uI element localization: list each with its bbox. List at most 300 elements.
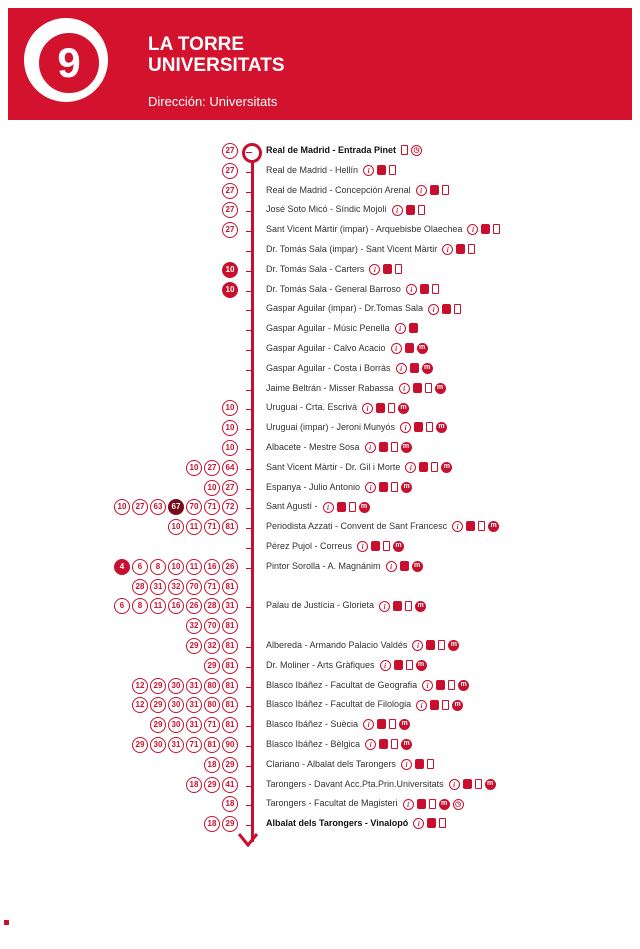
connecting-lines xyxy=(222,400,238,416)
info-icon[interactable]: i xyxy=(416,185,427,196)
bus-icon[interactable] xyxy=(379,442,388,452)
bus-icon[interactable] xyxy=(419,462,428,472)
line-badge[interactable]: 32 xyxy=(168,579,184,595)
metro-icon[interactable]: m xyxy=(458,680,469,691)
bin-icon[interactable] xyxy=(442,185,449,195)
stop-services xyxy=(399,383,446,394)
stop-row xyxy=(0,281,640,301)
line-badge[interactable]: 81 xyxy=(222,519,238,535)
line-badge[interactable]: 27 xyxy=(222,143,238,159)
info-icon[interactable]: i xyxy=(365,442,376,453)
stop-tick xyxy=(246,805,252,806)
line-badge[interactable]: 81 xyxy=(204,737,220,753)
bin-icon[interactable] xyxy=(432,284,439,294)
stop-name xyxy=(266,224,500,235)
bus-icon[interactable] xyxy=(415,759,424,769)
stop-name xyxy=(266,600,426,611)
stop-services xyxy=(401,759,434,770)
bus-icon[interactable] xyxy=(376,403,385,413)
stop-name-text: Pérez Pujol - Correus xyxy=(266,541,353,551)
info-icon[interactable]: i xyxy=(449,779,460,790)
stop-tick xyxy=(246,647,252,648)
bin-icon[interactable] xyxy=(401,145,408,155)
line-badge[interactable]: 6 xyxy=(114,598,130,614)
stop-services xyxy=(392,205,425,216)
stop-services xyxy=(403,799,464,810)
line-badge[interactable]: 11 xyxy=(186,519,202,535)
info-icon[interactable]: i xyxy=(323,502,334,513)
bin-icon[interactable] xyxy=(429,799,436,809)
stop-name xyxy=(266,521,499,532)
bus-icon[interactable] xyxy=(400,561,409,571)
line-badge[interactable]: 72 xyxy=(222,499,238,515)
metro-icon[interactable]: m xyxy=(401,739,412,750)
metro-icon[interactable]: m xyxy=(485,779,496,790)
stop-name-text: Espanya - Julio Antonio xyxy=(266,481,361,492)
bin-icon[interactable] xyxy=(425,383,432,393)
stop-services xyxy=(395,323,418,334)
bin-icon[interactable] xyxy=(468,244,475,254)
bus-icon[interactable] xyxy=(410,363,419,373)
bin-icon[interactable] xyxy=(391,739,398,749)
stop-services xyxy=(391,343,428,354)
line-badge[interactable]: 27 xyxy=(222,183,238,199)
bus-icon[interactable] xyxy=(420,284,429,294)
line-badge[interactable]: 70 xyxy=(204,618,220,634)
bus-icon[interactable] xyxy=(409,323,418,333)
bin-icon[interactable] xyxy=(406,660,413,670)
line-badge[interactable]: 71 xyxy=(186,737,202,753)
line-badge[interactable]: 18 xyxy=(204,816,220,832)
connecting-lines xyxy=(186,618,238,634)
bin-icon[interactable] xyxy=(389,719,396,729)
connecting-lines xyxy=(222,796,238,812)
info-icon[interactable]: i xyxy=(452,521,463,532)
stop-row xyxy=(0,300,640,320)
metro-icon[interactable]: m xyxy=(441,462,452,473)
stop-tick xyxy=(246,152,252,153)
line-badge[interactable]: 10 xyxy=(222,400,238,416)
line-badge[interactable]: 71 xyxy=(204,717,220,733)
connecting-lines xyxy=(132,737,238,753)
stop-row xyxy=(0,558,640,578)
info-icon[interactable]: i xyxy=(365,739,376,750)
line-badge[interactable]: 63 xyxy=(150,499,166,515)
line-badge[interactable]: 29 xyxy=(150,717,166,733)
bin-icon[interactable] xyxy=(454,304,461,314)
connecting-lines xyxy=(222,143,238,159)
bin-icon[interactable] xyxy=(426,422,433,432)
line-badge[interactable]: 81 xyxy=(222,717,238,733)
line-badge[interactable]: 26 xyxy=(222,559,238,575)
line-badge[interactable]: 80 xyxy=(204,678,220,694)
clock-icon[interactable]: ◷ xyxy=(411,145,422,156)
line-badge[interactable]: 81 xyxy=(222,618,238,634)
stop-row xyxy=(0,538,640,558)
bus-icon[interactable] xyxy=(414,422,423,432)
bin-icon[interactable] xyxy=(391,442,398,452)
line-badge[interactable]: 10 xyxy=(222,262,238,278)
line-badge[interactable]: 10 xyxy=(186,460,202,476)
stop-tick xyxy=(246,350,252,351)
metro-icon[interactable]: m xyxy=(398,403,409,414)
stop-services xyxy=(422,680,469,691)
connecting-lines xyxy=(114,559,238,575)
stop-name xyxy=(266,798,464,809)
stop-tick xyxy=(246,706,252,707)
bus-icon[interactable] xyxy=(430,185,439,195)
stop-name xyxy=(266,680,469,691)
line-badge[interactable]: 29 xyxy=(150,697,166,713)
stop-name-text: Uruguai - Crta. Escrivà xyxy=(266,402,358,413)
stop-row xyxy=(0,815,640,835)
route-direction: Dirección: Universitats xyxy=(148,94,278,109)
stop-name xyxy=(266,462,452,473)
line-badge[interactable]: 10 xyxy=(114,499,130,515)
info-icon[interactable]: i xyxy=(363,719,374,730)
info-icon[interactable]: i xyxy=(363,165,374,176)
info-icon[interactable]: i xyxy=(412,640,423,651)
info-icon[interactable]: i xyxy=(400,422,411,433)
stop-name xyxy=(266,660,427,671)
clock-icon[interactable]: ◷ xyxy=(453,799,464,810)
info-icon[interactable]: i xyxy=(379,601,390,612)
info-icon[interactable]: i xyxy=(391,343,402,354)
stop-row xyxy=(0,459,640,479)
line-badge[interactable]: 8 xyxy=(150,559,166,575)
info-icon[interactable]: i xyxy=(362,403,373,414)
stop-name-text: Real de Madrid - Concepción Arenal xyxy=(266,184,411,195)
stop-services xyxy=(357,541,404,552)
bus-icon[interactable] xyxy=(442,304,451,314)
bus-icon[interactable] xyxy=(427,818,436,828)
connecting-lines xyxy=(204,816,238,832)
bin-icon[interactable] xyxy=(405,601,412,611)
stop-name-text: Albacete - Mestre Sosa xyxy=(266,442,360,452)
metro-icon[interactable]: m xyxy=(452,700,463,711)
line-badge[interactable]: 29 xyxy=(222,816,238,832)
stop-name-text: Clariano - Albalat dels Tarongers xyxy=(266,758,396,769)
info-icon[interactable]: i xyxy=(406,284,417,295)
line-badge[interactable]: 11 xyxy=(186,559,202,575)
stop-row xyxy=(0,162,640,182)
bus-icon[interactable] xyxy=(406,205,415,215)
bin-icon[interactable] xyxy=(438,640,445,650)
stop-services xyxy=(412,640,459,651)
stop-name-text: Tarongers - Facultat de Magisteri xyxy=(266,798,398,809)
stop-row xyxy=(0,795,640,815)
bin-icon[interactable] xyxy=(442,700,449,710)
line-badge[interactable]: 27 xyxy=(132,499,148,515)
line-badge[interactable]: 81 xyxy=(222,678,238,694)
info-icon[interactable]: i xyxy=(365,482,376,493)
bin-icon[interactable] xyxy=(427,759,434,769)
bus-icon[interactable] xyxy=(377,165,386,175)
line-badge[interactable]: 12 xyxy=(132,697,148,713)
stop-row xyxy=(0,736,640,756)
stop-services xyxy=(442,244,475,255)
bin-icon[interactable] xyxy=(391,482,398,492)
bus-icon[interactable] xyxy=(417,799,426,809)
connecting-lines xyxy=(114,499,238,515)
connecting-lines xyxy=(204,480,238,496)
line-badge[interactable]: 80 xyxy=(204,697,220,713)
bin-icon[interactable] xyxy=(395,264,402,274)
line-badge[interactable]: 31 xyxy=(186,678,202,694)
bin-icon[interactable] xyxy=(418,205,425,215)
connecting-lines xyxy=(132,697,238,713)
line-badge[interactable]: 27 xyxy=(204,460,220,476)
stop-name xyxy=(266,343,428,354)
metro-icon[interactable]: m xyxy=(401,482,412,493)
info-icon[interactable]: i xyxy=(401,759,412,770)
line-badge[interactable]: 30 xyxy=(168,717,184,733)
info-icon[interactable]: i xyxy=(405,462,416,473)
stop-tick xyxy=(246,607,252,608)
line-badge[interactable]: 67 xyxy=(168,499,184,515)
line-badge[interactable]: 16 xyxy=(168,598,184,614)
metro-icon[interactable]: m xyxy=(436,422,447,433)
bin-icon[interactable] xyxy=(349,502,356,512)
metro-icon[interactable]: m xyxy=(435,383,446,394)
bus-icon[interactable] xyxy=(405,343,414,353)
info-icon[interactable]: i xyxy=(467,224,478,235)
connecting-lines xyxy=(222,262,238,278)
line-badge[interactable]: 71 xyxy=(204,519,220,535)
line-badge[interactable]: 27 xyxy=(222,202,238,218)
stop-name xyxy=(266,145,422,156)
line-badge[interactable]: 18 xyxy=(222,796,238,812)
line-badge[interactable]: 29 xyxy=(222,757,238,773)
line-badge[interactable]: 64 xyxy=(222,460,238,476)
info-icon[interactable]: i xyxy=(428,304,439,315)
bus-icon[interactable] xyxy=(371,541,380,551)
stop-name xyxy=(266,561,423,572)
metro-icon[interactable]: m xyxy=(448,640,459,651)
stop-name-text: Gaspar Aguilar - Costa i Borràs xyxy=(266,362,391,373)
info-icon[interactable]: i xyxy=(369,264,380,275)
line-badge[interactable]: 27 xyxy=(222,163,238,179)
stop-tick xyxy=(246,192,252,193)
stop-name-text: Gaspar Aguilar - Calvo Acacio xyxy=(266,343,386,353)
stop-row xyxy=(0,498,640,518)
line-badge[interactable]: 31 xyxy=(222,598,238,614)
metro-icon[interactable]: m xyxy=(422,363,433,374)
stop-row xyxy=(0,340,640,360)
line-badge[interactable]: 18 xyxy=(204,757,220,773)
line-badge[interactable]: 29 xyxy=(186,638,202,654)
stop-services xyxy=(362,403,409,414)
info-icon[interactable]: i xyxy=(357,541,368,552)
metro-icon[interactable]: m xyxy=(412,561,423,572)
line-badge[interactable]: 8 xyxy=(132,598,148,614)
bus-icon[interactable] xyxy=(377,719,386,729)
line-badge[interactable]: 29 xyxy=(132,737,148,753)
line-badge[interactable]: 29 xyxy=(204,658,220,674)
bin-icon[interactable] xyxy=(493,224,500,234)
line-badge[interactable]: 4 xyxy=(114,559,130,575)
stop-name-text: Sant Vicent Màrtir (impar) - Arquebisbe Olaechea xyxy=(266,224,463,235)
stop-tick xyxy=(246,231,252,232)
info-icon[interactable]: i xyxy=(395,323,406,334)
bus-icon[interactable] xyxy=(430,700,439,710)
bin-icon[interactable] xyxy=(389,165,396,175)
info-icon[interactable]: i xyxy=(396,363,407,374)
line-badge[interactable]: 81 xyxy=(222,697,238,713)
connecting-lines xyxy=(168,519,238,535)
line-badge[interactable]: 28 xyxy=(204,598,220,614)
stop-row xyxy=(0,776,640,796)
line-badge[interactable]: 31 xyxy=(186,717,202,733)
stop-services xyxy=(369,264,402,275)
line-badge[interactable]: 30 xyxy=(150,737,166,753)
line-badge[interactable]: 10 xyxy=(222,420,238,436)
line-badge[interactable]: 10 xyxy=(204,480,220,496)
bus-icon[interactable] xyxy=(383,264,392,274)
connecting-lines xyxy=(132,579,238,595)
line-badge[interactable]: 26 xyxy=(186,598,202,614)
stop-name-text: Albalat dels Tarongers - Vinalopó xyxy=(266,818,409,829)
metro-icon[interactable]: m xyxy=(416,660,427,671)
line-badge[interactable]: 28 xyxy=(132,579,148,595)
stop-name-text: Pintor Sorolla - A. Magnánim xyxy=(266,560,381,571)
stop-tick xyxy=(246,528,252,529)
connecting-lines xyxy=(150,717,238,733)
connecting-lines xyxy=(222,202,238,218)
connecting-lines xyxy=(222,163,238,179)
stop-name xyxy=(266,185,449,196)
line-badge[interactable]: 6 xyxy=(132,559,148,575)
stop-row xyxy=(0,439,640,459)
stop-name xyxy=(266,323,418,334)
info-icon[interactable]: i xyxy=(399,383,410,394)
stop-row xyxy=(0,657,640,677)
line-badge[interactable]: 10 xyxy=(222,282,238,298)
bus-icon[interactable] xyxy=(393,601,402,611)
bus-icon[interactable] xyxy=(337,502,346,512)
info-icon[interactable]: i xyxy=(442,244,453,255)
metro-icon[interactable]: m xyxy=(401,442,412,453)
info-icon[interactable]: i xyxy=(403,799,414,810)
stop-row xyxy=(0,716,640,736)
line-badge[interactable]: 81 xyxy=(222,658,238,674)
metro-icon[interactable]: m xyxy=(415,601,426,612)
stop-tick xyxy=(246,508,252,509)
info-icon[interactable]: i xyxy=(413,818,424,829)
metro-icon[interactable]: m xyxy=(399,719,410,730)
line-badge[interactable]: 16 xyxy=(204,559,220,575)
line-badge[interactable]: 29 xyxy=(204,777,220,793)
stop-row xyxy=(0,182,640,202)
info-icon[interactable]: i xyxy=(416,700,427,711)
line-badge[interactable]: 30 xyxy=(168,697,184,713)
bus-icon[interactable] xyxy=(481,224,490,234)
stop-tick xyxy=(246,449,252,450)
line-badge[interactable]: 10 xyxy=(168,559,184,575)
stop-services xyxy=(386,561,423,572)
bin-icon[interactable] xyxy=(475,779,482,789)
bin-icon[interactable] xyxy=(431,462,438,472)
line-badge[interactable]: 10 xyxy=(222,440,238,456)
stop-name xyxy=(266,165,396,176)
bus-icon[interactable] xyxy=(379,482,388,492)
bus-icon[interactable] xyxy=(394,660,403,670)
stop-services xyxy=(363,165,396,176)
line-badge[interactable]: 70 xyxy=(186,579,202,595)
metro-icon[interactable]: m xyxy=(439,799,450,810)
stop-name xyxy=(266,739,412,750)
stop-name xyxy=(266,759,434,770)
bin-icon[interactable] xyxy=(448,680,455,690)
line-badge[interactable]: 29 xyxy=(150,678,166,694)
bin-icon[interactable] xyxy=(478,521,485,531)
stop-tick xyxy=(246,172,252,173)
connecting-lines xyxy=(204,757,238,773)
bin-icon[interactable] xyxy=(439,818,446,828)
stop-tick xyxy=(246,271,252,272)
line-badge[interactable]: 32 xyxy=(186,618,202,634)
line-badge[interactable]: 12 xyxy=(132,678,148,694)
stop-name-text: Sant Agustí - xyxy=(266,501,318,512)
line-badge[interactable]: 27 xyxy=(222,480,238,496)
line-badge[interactable]: 11 xyxy=(150,598,166,614)
route-number-badge xyxy=(24,18,108,102)
bin-icon[interactable] xyxy=(383,541,390,551)
line-badge[interactable]: 81 xyxy=(222,638,238,654)
stop-services xyxy=(413,818,446,829)
line-badge[interactable]: 31 xyxy=(150,579,166,595)
line-badge[interactable]: 31 xyxy=(168,737,184,753)
metro-icon[interactable]: m xyxy=(359,502,370,513)
bus-icon[interactable] xyxy=(436,680,445,690)
stop-row xyxy=(0,479,640,499)
bus-icon[interactable] xyxy=(413,383,422,393)
line-badge[interactable]: 18 xyxy=(186,777,202,793)
line-badge[interactable]: 71 xyxy=(204,499,220,515)
stop-name-text: Jaime Beltrán - Misser Rabassa xyxy=(266,382,394,393)
stop-name-text: Tarongers - Davant Acc.Pta.Prin.Universitats xyxy=(266,778,444,789)
bus-icon[interactable] xyxy=(466,521,475,531)
line-badge[interactable]: 81 xyxy=(222,579,238,595)
metro-icon[interactable]: m xyxy=(488,521,499,532)
metro-icon[interactable]: m xyxy=(393,541,404,552)
stop-row xyxy=(0,320,640,340)
bus-icon[interactable] xyxy=(456,244,465,254)
info-icon[interactable]: i xyxy=(392,205,403,216)
line-badge[interactable]: 30 xyxy=(168,678,184,694)
bus-icon[interactable] xyxy=(379,739,388,749)
info-icon[interactable]: i xyxy=(422,680,433,691)
stop-tick xyxy=(246,687,252,688)
line-badge[interactable]: 32 xyxy=(204,638,220,654)
line-badge[interactable]: 71 xyxy=(204,579,220,595)
stop-row xyxy=(0,597,640,617)
info-icon[interactable]: i xyxy=(380,660,391,671)
metro-icon[interactable]: m xyxy=(417,343,428,354)
info-icon[interactable]: i xyxy=(386,561,397,572)
bus-icon[interactable] xyxy=(463,779,472,789)
line-badge[interactable]: 31 xyxy=(186,697,202,713)
line-badge[interactable]: 41 xyxy=(222,777,238,793)
line-badge[interactable]: 10 xyxy=(168,519,184,535)
line-badge[interactable]: 90 xyxy=(222,737,238,753)
bus-icon[interactable] xyxy=(426,640,435,650)
line-badge[interactable]: 27 xyxy=(222,222,238,238)
stop-name-text: Real de Madrid - Entrada Pinet xyxy=(266,145,397,155)
stop-name-text: Gaspar Aguilar (impar) - Dr.Tomas Sala xyxy=(266,303,424,314)
bin-icon[interactable] xyxy=(388,403,395,413)
line-badge[interactable]: 70 xyxy=(186,499,202,515)
